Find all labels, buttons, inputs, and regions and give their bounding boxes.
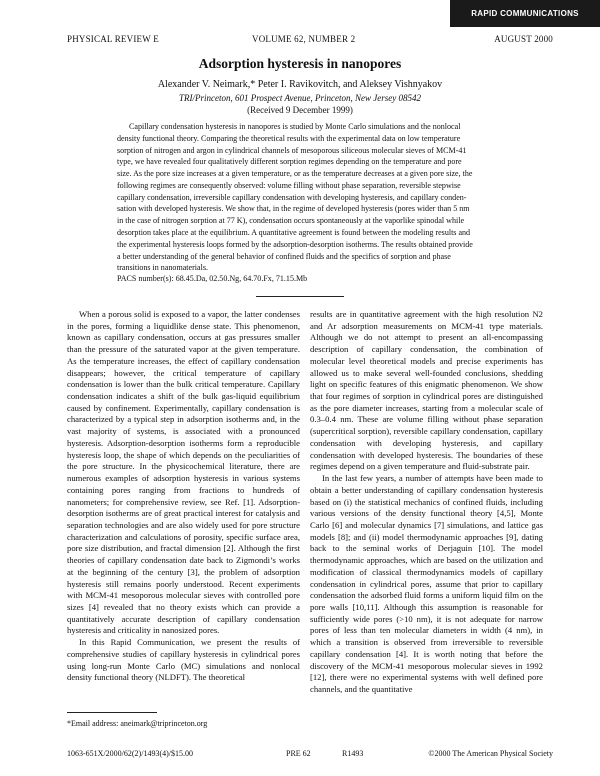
journal-name: PHYSICAL REVIEW E bbox=[67, 34, 159, 44]
abstract-line: sation with developed hysteresis. We show that, in the regime of developed hysteresis (pores wider than 5 nm bbox=[117, 204, 470, 214]
body-paragraph: When a porous solid is exposed to a vapor, the latter condenses in the pores, forming a liquidlike dense state. This phenomenon, known as capillary condensation, occurs at gas pressures smaller than the pressure of the saturated vapor at the given temperature. As the temperature increases, the effect of capillary condensation disappears; however, the critical temperature of capillary condensation is lower than the bulk critical temperature. Capillary condensation indicates a shift of the bulk gas-liquid equilibrium caused by confinement. Experimentally, capillary condensation is characterized by a typical step in adsorption isotherms and, in the vast majority of systems, is associated with a pronounced hysteresis. Adsorption-desorption isotherms form a reproducible hysteresis loop, the shape of which depends on the peculiarities of the pore structure. In the physicochemical literature, there are numerous examples of adsorption hysteresis in various systems containing pores ranging from fractions to hundreds of nanometers; for comprehensive review, see Ref. [1]. Adsorption-desorption isotherms are of great practical interest for catalysis and separation technologies and are also widely used for pore structure characterization and calculations of porosity, specific surface area, pore size distribution, and fractal dimension [2]. Although the first theories of capillary condensation date back to Zigmondi’s works at the beginning of the century [3], the problem of adsorption hysteresis still remains poorly understood. Recent experiments with MCM-41 mesoporous molecular sieves with controlled pore sizes [4] revealed that no theory exists which can provide a quantitatively accurate description of capillary condensation hysteresis and criticality in nanosized pores. bbox=[67, 309, 300, 636]
body-paragraph: results are in quantitative agreement with the high resolution N2 and Ar adsorption measurements on MCM-41 type materials. Although we do not attempt to present an all-encompassing description of capillary condensation, the combination of molecular level theoretical models and precise experiments has allowed us to make several well-founded conclusions, shedding light on specific features of this enigmatic phenomenon. We show that four regimes of sorption in cylindrical pores are distinguished as the pore diameter increases, starting from a molecular scale of 0.3–0.4 nm. These are volume filling without phase separation (supercritical sorption), reversible capillary condensation, capillary condensation with developing hysteresis, and capillary condensation with developed hysteresis. The boundaries of these regimes depend on a given temperature and fluid-substrate pair. bbox=[310, 309, 543, 472]
abstract-line: the experimental hysteresis loops formed by the adsorption-desorption isotherms. The results obtained provide bbox=[117, 239, 473, 249]
abstract-line: following regimes are consequently observed: volume filling without phase separation, reversible stepwise bbox=[117, 180, 461, 190]
email-footnote: *Email address: aneimark@triprinceton.org bbox=[67, 719, 208, 728]
abstract-line: desorption takes place at the equilibrium. A quantitative agreement is found between the modeling results and bbox=[117, 228, 471, 238]
issue-date: AUGUST 2000 bbox=[494, 34, 553, 44]
abstract-line: size. As the pore size increases at a given temperature, or as the temperature decreases at a given pore size, the bbox=[117, 169, 473, 179]
abstract-line: capillary condensation, irreversible capillary condensation with developing hysteresis, and capillary conden- bbox=[117, 192, 467, 202]
right-column bbox=[310, 309, 543, 696]
section-divider bbox=[256, 296, 344, 297]
body-paragraph: In this Rapid Communication, we present the results of comprehensive studies of capillary hysteresis in cylindrical pores using long-run Monte Carlo (MC) simulations and nonlocal density functional theory (NLDFT). The theoretical bbox=[67, 637, 300, 683]
author-list: Alexander V. Neimark,* Peter I. Ravikovitch, and Aleksey Vishnyakov bbox=[157, 79, 443, 90]
journal-abbrev: PRE 62 bbox=[286, 749, 311, 758]
abstract-line: in the case of nitrogen sorption at 77 K), condensation occurs spontaneously at the vaporlike spinodal while bbox=[117, 216, 465, 226]
copyright: ©2000 The American Physical Society bbox=[428, 749, 553, 758]
body-paragraph: In the last few years, a number of attempts have been made to obtain a better understanding of capillary condensation hysteresis based on (i) the statistical mechanics of confined fluids, including various versions of the density functional theory [4,5], Monte Carlo [6] and molecular dynamics [7] simulations, and lattice gas models [8]; and (ii) model thermodynamic approaches [9], dating back to the seminal works of Derjaguin [10]. The model thermodynamic approaches, which are based on the utilization and modification of classical thermodynamics models of capillary condensation in cylindrical pores, assume that prior to capillary condensation the adsorbed fluid forms a uniform liquid film on the pore walls [10,11]. Although this assumption is reasonable for sufficiently wide pores (>10 nm), it is not adequate for narrow pores of less than ten molecular diameters in width (4 nm), in which a transition is observed from irreversible to reversible capillary condensation [4]. It is worth noting that before the discovery of the MCM-41 mesoporous molecular sieves in 1992 [12], there were no experimental systems with well defined pore channels, and the quantitative bbox=[310, 473, 543, 694]
paper-title: Adsorption hysteresis in nanopores bbox=[198, 56, 402, 71]
rapid-communications-banner: RAPID COMMUNICATIONS bbox=[450, 0, 600, 27]
abstract-line: type, we have revealed four qualitatively different sorption regimes depending on the temperature and pore bbox=[117, 157, 462, 167]
abstract-line: a better understanding of the general behavior of confined fluids and the specifics of sorption and phase bbox=[117, 251, 451, 261]
volume-number: VOLUME 62, NUMBER 2 bbox=[252, 34, 356, 44]
pacs-numbers: PACS number(s): 68.45.Da, 02.50.Ng, 64.70.Fx, 71.15.Mb bbox=[117, 274, 308, 283]
abstract-line: density functional theory. Comparing the theoretical results with the experimental data on low temperature bbox=[117, 133, 461, 143]
footnote-divider bbox=[67, 712, 157, 713]
affiliation: TRI/Princeton, 601 Prospect Avenue, Princeton, New Jersey 08542 bbox=[179, 93, 421, 103]
page-number: R1493 bbox=[342, 749, 364, 758]
abstract bbox=[117, 121, 498, 274]
journal-code: 1063-651X/2000/62(2)/1493(4)/$15.00 bbox=[67, 749, 193, 758]
left-column bbox=[67, 309, 300, 684]
abstract-line: transitions in nanomaterials. bbox=[117, 263, 208, 273]
abstract-line: sorption of nitrogen and argon in cylindrical channels of mesoporous siliceous molecular sieves of MCM-41 bbox=[117, 145, 467, 155]
abstract-line: Capillary condensation hysteresis in nanopores is studied by Monte Carlo simulations and the nonlocal bbox=[129, 122, 461, 131]
received-date: (Received 9 December 1999) bbox=[247, 105, 353, 115]
